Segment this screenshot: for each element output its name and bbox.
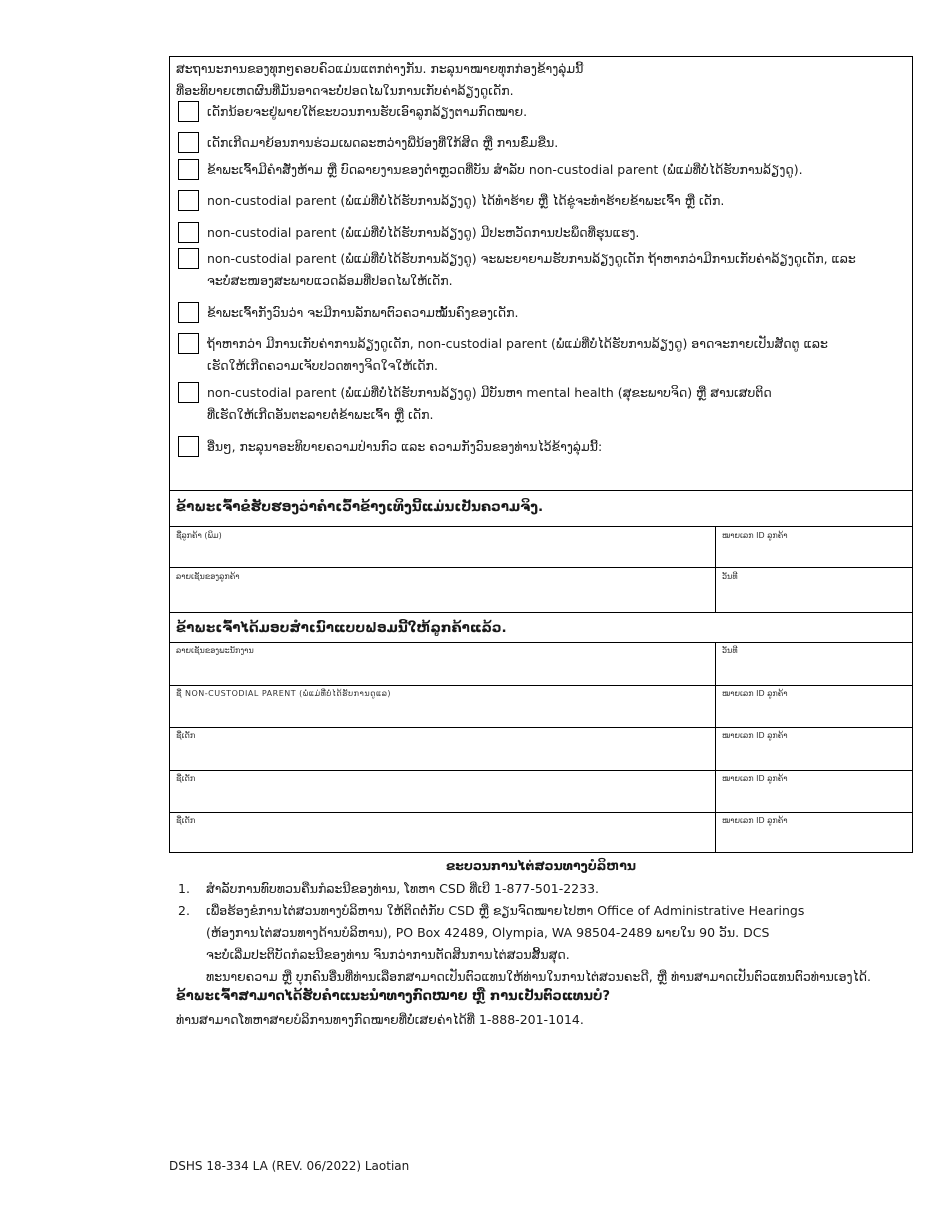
checkbox[interactable] bbox=[178, 132, 199, 153]
item-text: non-custodial parent (ພໍ່ແມ່ທີ່ບໍ່ໄດ້ຮັບການລ້ຽງດູ) ມີປະຫວັດການປະພຶດທີ່ຮຸນແຮງ. bbox=[207, 225, 640, 240]
checkbox[interactable] bbox=[178, 333, 199, 354]
child-name-input-2[interactable] bbox=[176, 788, 706, 808]
client-signature-input[interactable] bbox=[176, 586, 706, 606]
item-text: ເດັກເກີດມາຍ້ອນການຮ່ວມເພດລະຫວ່າງພີ່ນ້ອງທີ່ໃກ້ສິດ ຫຼື ການຂົ່ມຂືນ. bbox=[207, 135, 559, 150]
checkbox[interactable] bbox=[178, 222, 199, 243]
item-text: ຂ້າພະເຈົ້າມີຄຳສັ່ງຫ້າມ ຫຼື ບົດລາຍງານຂອງຕຳຫຼວດທີ່ບັນ ສຳລັບ non-custodial parent (ພໍ່ແມ່ທີ່ບໍ່ໄດ້ຮັບການລ້ຽງດູ). bbox=[207, 162, 803, 177]
admin-hearing-title: ຂະບວນການໄຕ່ສວນທາງບໍລິຫານ bbox=[445, 858, 637, 873]
divider bbox=[169, 727, 913, 728]
checkbox[interactable] bbox=[178, 101, 199, 122]
item-text: ເຮັດໃຫ້ເກີດຄວາມເຈັບປວດທາງຈິດໃຈໃຫ້ເດັກ. bbox=[207, 358, 438, 373]
child-name-input-3[interactable] bbox=[176, 830, 706, 850]
list-number: 2. bbox=[178, 903, 190, 918]
divider bbox=[169, 642, 913, 643]
admin-item-text: (ຫ້ອງການໄຕ່ສວນທາງດ້ານບໍລິຫານ), PO Box 42489, Olympia, WA 98504-2489 ພາຍໃນ 90 ວັນ. DCS bbox=[206, 925, 770, 940]
checkbox[interactable] bbox=[178, 248, 199, 269]
intro-line-1: ສະຖານະການຂອງທຸກໆຄອບຄົວແມ່ນແຕກຕ່າງກັນ. ກະລຸນາໝາຍທຸກກ່ອງຂ້າງລຸ່ມນີ້ bbox=[176, 61, 584, 76]
column-divider bbox=[715, 526, 716, 612]
item-text: ເດັກນ້ອຍຈະຢູ່ພາຍໃຕ້ຂະບວນການຮັບເອົາລູກລ້ຽງຕາມກົດໝາຍ. bbox=[207, 104, 528, 119]
column-divider bbox=[715, 642, 716, 853]
item-text: ອື່ນໆ, ກະລຸນາອະທິບາຍຄວາມປ່ານກົວ ແລະ ຄວາມກັງວົນຂອງທ່ານໄວ້ຂ້າງລຸ່ມນີ້: bbox=[207, 439, 603, 454]
other-explanation-textarea[interactable] bbox=[178, 460, 903, 488]
client-signature-label: ລາຍເຊັນຂອງລູກຄ້າ bbox=[176, 572, 240, 581]
checkbox[interactable] bbox=[178, 382, 199, 403]
item-text: non-custodial parent (ພໍ່ແມ່ທີ່ບໍ່ໄດ້ຮັບການລ້ຽງດູ) ຈະພະຍາຍາມຮັບການລ້ຽງດູເດັກ ຖ້າຫາກວ່າມີການເກັບຄ່າລ້ຽງດູເດັກ, ແລະ bbox=[207, 251, 856, 266]
child-name-label-3: ຊື່ເດັກ bbox=[176, 816, 196, 825]
client-id-input[interactable] bbox=[722, 543, 906, 563]
divider bbox=[169, 490, 913, 491]
divider bbox=[169, 567, 913, 568]
divider bbox=[169, 685, 913, 686]
checkbox[interactable] bbox=[178, 159, 199, 180]
client-date-label: ວັນທີ bbox=[722, 572, 738, 581]
checkbox[interactable] bbox=[178, 302, 199, 323]
child-id-input-1[interactable] bbox=[722, 745, 906, 765]
certify-heading: ຂ້າພະເຈົ້າຂໍຮັບຮອງວ່າຄຳເວົ້າຂ້າງເທິງນີ້ແມ່ນເປັນຄວາມຈິງ. bbox=[176, 499, 544, 515]
legal-advice-title: ຂ້າພະເຈົ້າສາມາດໄດ້ຮັບຄຳແນະນຳທາງກົດໝາຍ ຫຼື ການເປັນຕົວແທນບໍ? bbox=[176, 989, 611, 1004]
client-name-label: ຊື່ລູກຄ້າ (ພິມ) bbox=[176, 531, 222, 540]
checkbox[interactable] bbox=[178, 436, 199, 457]
item-text: ຖ້າຫາກວ່າ ມີການເກັບຄ່າການລ້ຽງດູເດັກ, non-custodial parent (ພໍ່ແມ່ທີ່ບໍ່ໄດ້ຮັບການລ້ຽງດູ) ອາດຈະກາຍເປັນສັດຕູ ແລະ bbox=[207, 336, 828, 351]
item-text: non-custodial parent (ພໍ່ແມ່ທີ່ບໍ່ໄດ້ຮັບການລ້ຽງດູ) ໄດ້ທຳຮ້າຍ ຫຼື ໄດ້ຂູ່ຈະທຳຮ້າຍຂ້າພະເຈົ້າ ຫຼື ເດັກ. bbox=[207, 193, 725, 208]
admin-item-text: ທະນາຍຄວາມ ຫຼື ບຸກຄົນອື່ນທີ່ທ່ານເລືອກສາມາດເປັນຕົວແທນໃຫ້ທ່ານໃນການໄຕ່ສວນຄະດີ, ຫຼື ທ່ານສາມາດເປັນຕົວແທນຕົວທ່ານເອງໄດ້. bbox=[206, 969, 872, 984]
child-name-label-2: ຊື່ເດັກ bbox=[176, 774, 196, 783]
client-id-label: ໝາຍເລກ ID ລູກຄ້າ bbox=[722, 531, 788, 540]
child-id-label-1: ໝາຍເລກ ID ລູກຄ້າ bbox=[722, 731, 788, 740]
child-name-input-1[interactable] bbox=[176, 745, 706, 765]
item-text: non-custodial parent (ພໍ່ແມ່ທີ່ບໍ່ໄດ້ຮັບການລ້ຽງດູ) ມີບັນຫາ mental health (ສຸຂະພາບຈິດ) ຫຼື ສານເສບຕິດ bbox=[207, 385, 772, 400]
divider bbox=[169, 812, 913, 813]
client-name-input[interactable] bbox=[176, 543, 706, 563]
divider bbox=[169, 526, 913, 527]
legal-advice-text: ທ່ານສາມາດໂທຫາສາຍບໍລິການທາງກົດໝາຍທີ່ບໍ່ເສຍຄ່າໄດ້ທີ່ 1-888-201-1014. bbox=[176, 1012, 584, 1027]
form-footer: DSHS 18-334 LA (REV. 06/2022) Laotian bbox=[169, 1159, 410, 1173]
item-text: ຈະບໍ່ສະໜອງສະພາບແວດລ້ອມທີ່ປອດໄພໃຫ້ເດັກ. bbox=[207, 273, 453, 288]
item-text: ທີ່ເຮັດໃຫ້ເກີດອັນຕະລາຍຕໍ່ຂ້າພະເຈົ້າ ຫຼື ເດັກ. bbox=[207, 407, 434, 422]
item-text: ຂ້າພະເຈົ້າກັງວົນວ່າ ຈະມີການລັກພາຕົວຄວາມໝັ້ນຄົງຂອງເດັກ. bbox=[207, 305, 519, 320]
client-date-input[interactable] bbox=[722, 586, 906, 606]
ncp-name-label: ຊື່ NON-CUSTODIAL PARENT (ພໍ່ແມ່ທີ່ບໍ່ໄດ້ຮັບການດູແລ) bbox=[176, 689, 392, 698]
staff-signature-label: ລາຍເຊັນຂອງພະນັກງານ bbox=[176, 646, 254, 655]
divider bbox=[169, 612, 913, 613]
admin-item-text: ຈະບໍ່ເລີ່ມປະຕິບັດກໍລະນີຂອງທ່ານ ຈົນກວ່າການຕັດສິນການໄຕ່ສວນສິ້ນສຸດ. bbox=[206, 947, 570, 962]
staff-signature-input[interactable] bbox=[176, 660, 706, 680]
list-number: 1. bbox=[178, 881, 190, 896]
child-name-label-1: ຊື່ເດັກ bbox=[176, 731, 196, 740]
child-id-label-3: ໝາຍເລກ ID ລູກຄ້າ bbox=[722, 816, 788, 825]
child-id-label-2: ໝາຍເລກ ID ລູກຄ້າ bbox=[722, 774, 788, 783]
ncp-id-input[interactable] bbox=[722, 703, 906, 723]
ncp-id-label: ໝາຍເລກ ID ລູກຄ້າ bbox=[722, 689, 788, 698]
admin-item-text: ເພື່ອຮ້ອງຂໍການໄຕ່ສວນທາງບໍລິຫານ ໃຫ້ຕິດຕໍ່ກັບ CSD ຫຼື ຂຽນຈົດໝາຍໄປຫາ Office of Administrative Hearings bbox=[206, 903, 805, 918]
divider bbox=[169, 770, 913, 771]
child-id-input-3[interactable] bbox=[722, 830, 906, 850]
child-id-input-2[interactable] bbox=[722, 788, 906, 808]
staff-date-input[interactable] bbox=[722, 660, 906, 680]
admin-item-text: ສຳລັບການທົບທວນຄືນກໍລະນີຂອງທ່ານ, ໂທຫາ CSD ທີ່ເບີ 1-877-501-2233. bbox=[206, 881, 600, 896]
intro-line-2: ທີ່ອະທິບາຍເຫດຜົນທີ່ມັນອາດຈະບໍ່ປອດໄພໃນການເກັບຄ່າລ້ຽງດູເດັກ. bbox=[176, 83, 514, 98]
ncp-name-input[interactable] bbox=[176, 703, 706, 723]
copy-heading: ຂ້າພະເຈົ້າໄດ້ມອບສຳເນົາແບບຟອມນີ້ໃຫ້ລູກຄ້າແລ້ວ. bbox=[176, 620, 507, 636]
checkbox[interactable] bbox=[178, 190, 199, 211]
staff-date-label: ວັນທີ bbox=[722, 646, 738, 655]
